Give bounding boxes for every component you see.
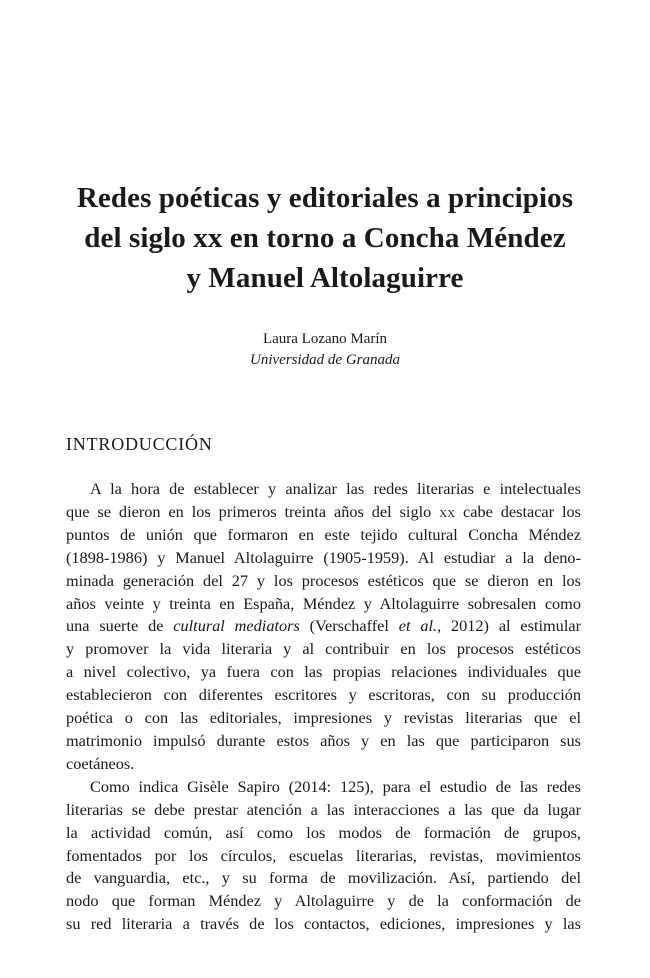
section-heading: INTRODUCCIÓN [66,434,213,454]
small-caps-run: xx [439,501,456,521]
text-run: (Verschaffel [299,616,399,636]
body-line: matrimonio impulsó durante estos años y en las que participaron sus [66,730,581,750]
body-line: literarias se debe prestar atención a las interacciones a las que da lugar [66,799,581,819]
title-line-3: y Manuel Altolaguirre [186,262,464,294]
body-line [66,615,581,638]
italic-run: et al. [398,616,438,636]
body-line: años veinte y treinta en España, Méndez y Altolaguirre sobresalen como [66,593,581,613]
author-block [0,329,650,371]
body-line: la actividad común, así como los modos de formación de grupos, [66,822,581,842]
author-affiliation: Universidad de Granada [250,352,400,368]
body-line: a nivel colectivo, ya fuera con las propias relaciones individuales que [66,662,581,682]
author-name: Laura Lozano Marín [262,331,388,347]
body-line: de vanguardia, etc., y su forma de movilización. Así, partiendo del [66,868,581,888]
title-line-1: Redes poéticas y editoriales a principios [76,182,574,214]
body-line: coetáneos. [66,753,135,773]
text-run: , 2012) al estimular [437,616,581,636]
body-line: puntos de unión que formaron en este tejido cultural Concha Méndez [66,524,581,544]
body-line: A la hora de establecer y analizar las redes literarias e intelectuales [90,479,581,498]
body-text [66,478,581,936]
body-line: Como indica Gisèle Sapiro (2014: 125), para el estudio de las redes [90,776,581,796]
text-run: una suerte de [66,616,174,636]
body-line: (1898-1986) y Manuel Altolaguirre (1905-1959). Al estudiar a la deno- [66,547,581,567]
italic-run: cultural mediators [173,616,300,636]
body-line: su red literaria a través de los contactos, ediciones, impresiones y las [66,914,581,934]
body-line: fomentados por los círculos, escuelas literarias, revistas, movimientos [66,845,581,865]
body-line: minada generación del 27 y los procesos estéticos que se dieron en los [66,570,581,590]
body-line: nodo que forman Méndez y Altolaguirre y de la conformación de [66,891,581,911]
body-line [66,501,581,524]
article-title [40,178,610,298]
body-line: poética o con las editoriales, impresiones y revistas literarias que el [66,708,581,728]
title-line-2: del siglo xx en torno a Concha Méndez [84,222,566,254]
text-run: que se dieron en los primeros treinta años del siglo [66,501,440,521]
body-line: y promover la vida literaria y al contribuir en los procesos estéticos [66,639,581,659]
text-run: cabe destacar los [455,501,582,521]
body-line: establecieron con diferentes escritores y escritoras, con su producción [66,685,581,705]
